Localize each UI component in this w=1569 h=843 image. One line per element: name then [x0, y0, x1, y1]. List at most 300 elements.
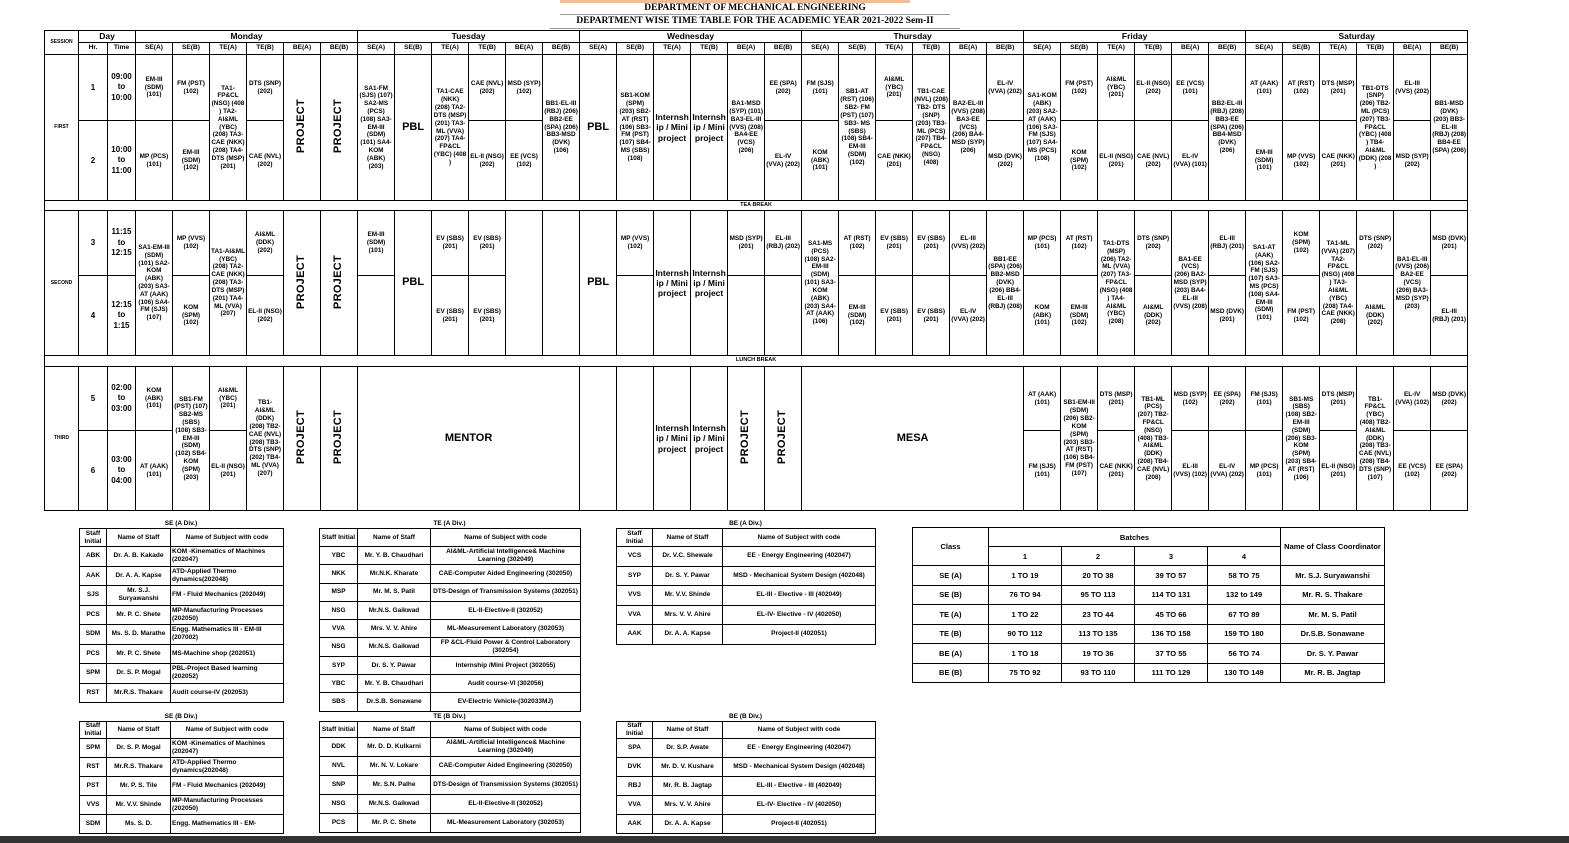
subject-name: EL-II-Elective-II (302052) — [431, 795, 581, 814]
timetable-cell — [728, 276, 765, 356]
timetable-cell: Internship / Mini project — [691, 211, 728, 356]
timetable-cell: EV (SBS) (201) — [432, 276, 469, 356]
timetable-cell: AI&ML (YBC) (201) — [210, 367, 247, 431]
class-header: BE(A) — [506, 43, 543, 55]
timetable-cell: MSD (DVK) (201) — [1209, 276, 1246, 356]
staff-name: Dr.S.B. Sonawane — [358, 693, 431, 711]
timetable-cell: AI&ML (DDK) (202) — [247, 211, 284, 276]
staff-name: Mr. S.J. Suryawanshi — [107, 586, 171, 606]
timetable-cell: CAE (NKK) (201) — [1320, 121, 1357, 201]
staff-table-header: Staff Initial — [617, 722, 653, 739]
staff-initial: SDM — [80, 625, 107, 645]
timetable-cell: EV (SBS) (201) — [876, 211, 913, 276]
hour-number: 5 — [79, 367, 108, 431]
timetable-cell: SA1-EM-III (SDM) (101) SA2-KOM (ABK) (203) SA3-AT (AAK) (106) SA4-FM (SJS) (107) — [136, 211, 173, 356]
subject-name: EL-II-Elective-II (302052) — [431, 601, 581, 619]
class-header: TE(B) — [247, 43, 284, 55]
staff-name: Mr.R.S. Thakare — [107, 683, 171, 703]
staff-initial: AAK — [617, 814, 653, 833]
staff-initial: NSG — [320, 795, 358, 814]
staff-initial: PCS — [320, 814, 358, 833]
staff-table-header: Name of Staff — [653, 722, 723, 739]
batch-range: 67 TO 89 — [1208, 605, 1281, 625]
batch-range: 159 TO 180 — [1208, 624, 1281, 644]
day-header-monday: Monday — [136, 31, 358, 43]
staff-name: Mr.N.S. Gaikwad — [358, 601, 431, 619]
timetable-cell: EV (SBS) (201) — [469, 211, 506, 276]
timetable-cell: EL-II (NSG) (202) — [1135, 55, 1172, 121]
title-divider — [560, 14, 950, 15]
class-name: TE (B) — [913, 624, 989, 644]
subject-name: Engg. Mathematics III - EM-III (207002) — [171, 625, 284, 645]
hour-number: 4 — [79, 276, 108, 356]
project-label: PROJECT — [295, 254, 308, 309]
timetable-cell: MP (PCS) (101) — [1024, 211, 1061, 276]
batch-number: 1 — [989, 547, 1062, 566]
timetable-cell: SA1-KOM (ABK) (203) SA2-AT (AAK) (106) SA3-FM (SJS) (107) SA4-MS (PCS) (108) — [1024, 55, 1061, 201]
timetable-cell: EL-III (VVS) (202) — [950, 211, 987, 276]
staff-table-header: Name of Staff — [107, 722, 171, 739]
subject-name: Internship /Mini Project (302055) — [431, 656, 581, 674]
timetable-cell: DTS (MSP) (201) — [1320, 367, 1357, 431]
batch-range: 90 TO 112 — [989, 624, 1062, 644]
staff-name: Mr. Y. B. Chaudhari — [358, 547, 431, 565]
timetable-cell — [506, 211, 543, 356]
timetable-cell: EL-III (RBJ) (201) — [1431, 276, 1468, 356]
staff-name: Mr. P. C. Shete — [358, 814, 431, 833]
staff-name: Dr. S. P. Mogal — [107, 738, 171, 757]
timetable-cell: EE (VCS) (101) — [1172, 55, 1209, 121]
project-label: PROJECT — [739, 410, 752, 465]
staff-initial: SYP — [617, 566, 653, 586]
subject-name: KOM -Kinematics of Machines (202047) — [171, 738, 284, 757]
staff-table — [616, 528, 876, 645]
class-coordinator: Dr.S.B. Sonawane — [1281, 624, 1385, 644]
staff-initial: YBC — [320, 675, 358, 693]
coordinator-header: Name of Class Coordinator — [1281, 528, 1385, 566]
subject-name: AI&ML-Artificial Intelligence& Machine Learning (302049) — [431, 547, 581, 565]
batch-range: 1 TO 22 — [989, 605, 1062, 625]
hour-header: Hr. — [79, 43, 108, 55]
timetable-cell: EV (SBS) (201) — [913, 276, 950, 356]
timetable-cell: MSD (SYP) (102) — [1172, 367, 1209, 431]
class-header: TE(A) — [210, 43, 247, 55]
batch-table — [912, 527, 1385, 683]
timetable-cell: SB1-FM (PST) (107) SB2-MS (SBS) (108) SB3-EM-III (SDM) (102) SB4-KOM (SPM) (203) — [173, 367, 210, 511]
class-header: SE(B) — [617, 43, 654, 55]
timetable-cell: DTS (SNP) (202) — [247, 55, 284, 121]
timetable-cell: AT (RST) (102) — [1283, 55, 1320, 121]
session-label: FIRST — [45, 55, 79, 201]
staff-table-header: Name of Subject with code — [723, 529, 876, 547]
class-header: SE(B) — [395, 43, 432, 55]
timetable-cell — [284, 211, 321, 356]
timetable-cell: PBL — [580, 55, 617, 201]
subject-name: MP-Manufacturing Processes (202050) — [171, 605, 284, 625]
timetable-cell: PBL — [395, 55, 432, 201]
timetable-cell: EL-IV (VVA) (102) — [1394, 367, 1431, 431]
hour-number: 6 — [79, 431, 108, 511]
staff-table — [79, 721, 284, 834]
timetable-cell: SA1-FM (SJS) (107) SA2-MS (PCS) (108) SA3-EM-III (SDM) (101) SA4-KOM (ABK) (203) — [358, 55, 395, 201]
timetable-cell: EM-III (SDM) (102) — [1061, 276, 1098, 356]
staff-name: Mr. V.V. Shinde — [107, 795, 171, 814]
staff-name: Ms. S. D. Marathe — [107, 625, 171, 645]
staff-table-caption: TE (B Div.) — [433, 713, 466, 720]
session-label: SECOND — [45, 211, 79, 356]
project-label: PROJECT — [332, 99, 345, 154]
project-label: PROJECT — [776, 410, 789, 465]
subject-name: MS-Machine shop (202051) — [171, 644, 284, 664]
staff-initial: NSG — [320, 601, 358, 619]
timetable-cell: SB1-EM-III (SDM) (206) SB2-KOM (SPM) (203) SB3-AT (RST) (106) SB4-FM (PST) (107) — [1061, 367, 1098, 511]
subject-name: FM - Fluid Mechanics (202049) — [171, 586, 284, 606]
staff-name: Dr. S. P. Mogal — [107, 664, 171, 684]
timetable-cell: EL-IV (VVA) (202) — [950, 276, 987, 356]
timetable-cell: DTS (SNP) (202) — [1357, 211, 1394, 276]
subject-name: PBL-Project Based learning (202052) — [171, 664, 284, 684]
staff-name: Mr. V.V. Shinde — [653, 586, 723, 606]
batch-range: 39 TO 57 — [1135, 566, 1208, 586]
timetable-cell: CAE (NVL) (202) — [469, 55, 506, 121]
staff-table-header: Staff Initial — [80, 722, 107, 739]
timetable-cell: DTS (MSP) (201) — [1098, 367, 1135, 431]
timetable-cell: KOM (SPM) (102) — [173, 276, 210, 356]
timetable-cell: KOM (ABK) (101) — [802, 121, 839, 201]
subject-name: DTS-Design of Transmission Systems (302051) — [431, 583, 581, 601]
staff-table-header: Staff Initial — [80, 529, 107, 547]
timetable-cell: AI&ML (DDK) (202) — [1357, 276, 1394, 356]
staff-initial: PST — [80, 776, 107, 795]
timetable-cell: KOM (SPM) (102) — [1061, 121, 1098, 201]
timetable-cell: EL-IV (VVA) (101) — [1172, 121, 1209, 201]
staff-initial: AAK — [617, 625, 653, 645]
batch-range: 75 TO 92 — [989, 663, 1062, 683]
batch-range: 58 TO 75 — [1208, 566, 1281, 586]
timetable-cell: EL-III (RBJ) (202) — [765, 211, 802, 276]
staff-initial: SPA — [617, 738, 653, 757]
class-coordinator: Mr. S.J. Suryawanshi — [1281, 566, 1385, 586]
timetable-cell: EE (VCS) (102) — [1394, 431, 1431, 511]
timetable-cell: PBL — [395, 211, 432, 356]
staff-initial: VVA — [320, 620, 358, 638]
timetable-title: DEPARTMENT WISE TIME TABLE FOR THE ACADEMIC YEAR 2021-2022 Sem-II — [576, 16, 934, 26]
staff-initial: VCS — [617, 547, 653, 567]
day-header-saturday: Saturday — [1246, 31, 1468, 43]
timetable-cell: CAE (NKK) (201) — [876, 121, 913, 201]
staff-initial: ABK — [80, 547, 107, 567]
timetable-cell: EV (SBS) (201) — [432, 211, 469, 276]
class-header: SE(B) — [173, 43, 210, 55]
batch-number: 2 — [1062, 547, 1135, 566]
timetable-cell: KOM (SPM) (102) — [1283, 211, 1320, 276]
class-header: Class — [913, 528, 989, 566]
staff-name: Mr. N. V. Lokare — [358, 757, 431, 776]
class-header: TE(A) — [1320, 43, 1357, 55]
subject-name: AI&ML-Artificial Intelligence& Machine Learning (302049) — [431, 738, 581, 757]
timetable-cell: TB1-ML (PCS) (207) TB2-FP&CL (NSG) (408) TB3-AI&ML (DDK) (208) TB4-CAE (NVL) (208) — [1135, 367, 1172, 511]
batch-range: 45 TO 66 — [1135, 605, 1208, 625]
merged-activity: MESA — [802, 367, 1024, 511]
project-label: PROJECT — [332, 254, 345, 309]
class-header: SE(A) — [358, 43, 395, 55]
timetable-cell: KOM (ABK) (101) — [1024, 276, 1061, 356]
staff-name: Mr. D. V. Kushare — [653, 757, 723, 776]
hour-time: 11:15 to 12:15 — [108, 211, 136, 276]
timetable-cell: TA1-CAE (NKK) (208) TA2-DTS (MSP) (201) TA3-ML (VVA) (207) TA4-FP&CL (YBC) (408 ) — [432, 55, 469, 201]
staff-table-header: Name of Subject with code — [171, 529, 284, 547]
class-name: BE (B) — [913, 663, 989, 683]
staff-initial: SPM — [80, 664, 107, 684]
break-label: LUNCH BREAK — [45, 356, 1468, 367]
hour-time: 09:00 to 10:00 — [108, 55, 136, 121]
timetable-cell: EL-II (NSG) (201) — [1320, 431, 1357, 511]
batch-range: 130 TO 149 — [1208, 663, 1281, 683]
class-name: TE (A) — [913, 605, 989, 625]
staff-name: Ms. S. D. — [107, 814, 171, 833]
staff-initial: DDK — [320, 738, 358, 757]
batch-range: 136 TO 158 — [1135, 624, 1208, 644]
staff-table — [319, 528, 581, 712]
project-label: PROJECT — [332, 410, 345, 465]
timetable-cell: BA1-MSD (SYP) (101) BA3-EL-III (VVS) (208) BA4-EE (VCS) (206) — [728, 55, 765, 201]
staff-initial: AAK — [80, 566, 107, 586]
timetable-cell: BB1-EE (SPA) (206) BB2-MSD (DVK) (206) BB4-EL-III (RBJ) (208) — [987, 211, 1024, 356]
subject-name: EL-IV- Elective - IV (402050) — [723, 795, 876, 814]
hour-number: 2 — [79, 121, 108, 201]
staff-initial: SDM — [80, 814, 107, 833]
staff-name: Mr.R.S. Thakare — [107, 757, 171, 776]
staff-name: Mr. D. D. Kulkarni — [358, 738, 431, 757]
staff-table-header: Name of Staff — [358, 529, 431, 547]
timetable-cell: MP (PCS) (101) — [136, 121, 173, 201]
batch-range: 93 TO 110 — [1062, 663, 1135, 683]
class-header: TE(B) — [1135, 43, 1172, 55]
subject-name: CAE-Computer Aided Engineering (302050) — [431, 565, 581, 583]
staff-initial: VVS — [617, 586, 653, 606]
timetable-cell: BA1-EL-III (VVS) (206) BA2-EE (VCS) (206) BA3-MSD (SYP) (203) — [1394, 211, 1431, 356]
project-label: PROJECT — [295, 99, 308, 154]
time-header: Time — [108, 43, 136, 55]
timetable-cell: FM (PST) (102) — [1061, 55, 1098, 121]
subject-name: ATD-Applied Thermo dynamics(202048) — [171, 566, 284, 586]
subject-name: MSD - Mechanical System Design (402048) — [723, 757, 876, 776]
timetable-cell: TB1-DTS (SNP) (206) TB2-ML (PCS) (207) TB3-FP&CL (YBC) (408 ) TB4-AI&ML (DDK) (208 ) — [1357, 55, 1394, 201]
class-header: BE(A) — [728, 43, 765, 55]
timetable-cell: EL-II (NSG) (201) — [1098, 121, 1135, 201]
timetable-cell: MSD (DVK) (201) — [1431, 211, 1468, 276]
timetable-cell — [617, 367, 654, 511]
class-coordinator: Mr. R. B. Jagtap — [1281, 663, 1385, 683]
timetable-cell — [321, 211, 358, 356]
timetable-cell: FM (SJS) (101) — [1246, 367, 1283, 431]
timetable-cell: MSD (SYP) (201) — [728, 211, 765, 276]
timetable-cell — [543, 211, 580, 356]
batch-number: 3 — [1135, 547, 1208, 566]
class-header: SE(B) — [839, 43, 876, 55]
staff-table-caption: TE (A Div.) — [433, 520, 466, 527]
class-header: BE(B) — [1209, 43, 1246, 55]
timetable-cell: SB1-KOM (SPM) (203) SB2- AT (RST) (106) SB3-FM (PST) (107) SB4-MS (SBS) (108) — [617, 55, 654, 201]
timetable-cell: EL-IV (VVA) (202) — [1209, 431, 1246, 511]
class-name: SE (A) — [913, 566, 989, 586]
hour-number: 3 — [79, 211, 108, 276]
timetable-cell: Internship / Mini project — [654, 211, 691, 356]
staff-table-caption: BE (A Div.) — [729, 520, 762, 527]
staff-name: Dr. A. A. Kapse — [653, 814, 723, 833]
staff-initial: DVK — [617, 757, 653, 776]
timetable-cell: CAE (NVL) (202) — [247, 121, 284, 201]
class-header: BE(A) — [1394, 43, 1431, 55]
subject-name: EE - Energy Engineering (402047) — [723, 547, 876, 567]
staff-name: Dr. S. Y. Pawar — [358, 656, 431, 674]
project-label: PROJECT — [295, 410, 308, 465]
title-divider — [550, 28, 960, 29]
staff-name: Mr. P. C. Shete — [107, 605, 171, 625]
timetable-cell: EM-III (SDM) (102) — [173, 121, 210, 201]
timetable-cell: Internship / Mini project — [691, 367, 728, 511]
timetable-cell: TA1-FP&CL (NSG) (408 ) TA2-AI&ML (YBC) (208) TA3-CAE (NKK) (208) TA4-DTS (MSP) (201) — [210, 55, 247, 201]
timetable-cell: EM-III (SDM) (101) — [358, 211, 395, 276]
timetable-cell: BB1-MSD (DVK) (203) BB3-EL-III (RBJ) (208) BB4-EE (SPA) (206) — [1431, 55, 1468, 201]
staff-name: Mr.N.S. Gaikwad — [358, 795, 431, 814]
timetable-cell: AT (RST) (102) — [839, 211, 876, 276]
timetable-cell: EE (SPA) (202) — [1431, 431, 1468, 511]
timetable-cell: AT (AAK) (101) — [136, 431, 173, 511]
batch-range: 23 TO 44 — [1062, 605, 1135, 625]
staff-name: Mr. P. S. Tile — [107, 776, 171, 795]
batch-range: 111 TO 129 — [1135, 663, 1208, 683]
staff-table — [319, 721, 581, 833]
session-label: THIRD — [45, 367, 79, 511]
staff-table-header: Staff Initial — [320, 722, 358, 738]
batch-range: 1 TO 19 — [989, 566, 1062, 586]
timetable-cell: EV (SBS) (201) — [469, 276, 506, 356]
staff-initial: SPM — [80, 738, 107, 757]
staff-table-header: Name of Subject with code — [171, 722, 284, 739]
timetable-cell: EE (SPA) (202) — [765, 55, 802, 121]
timetable-cell: AT (AAK) (101) — [1024, 367, 1061, 431]
batch-range: 76 TO 94 — [989, 585, 1062, 605]
timetable-cell: AI&ML (YBC) (201) — [1098, 55, 1135, 121]
staff-table — [616, 721, 876, 834]
timetable-cell — [765, 367, 802, 511]
staff-table-header: Name of Subject with code — [431, 529, 581, 547]
timetable-cell — [284, 55, 321, 201]
timetable-cell: FM (PST) (102) — [1283, 276, 1320, 356]
staff-name: Mr. M. S. Patil — [358, 583, 431, 601]
class-header: SE(A) — [580, 43, 617, 55]
staff-initial: PCS — [80, 644, 107, 664]
staff-initial: NVL — [320, 757, 358, 776]
class-header: TE(A) — [1098, 43, 1135, 55]
subject-name: EL-III - Elective - III (402049) — [723, 776, 876, 795]
merged-activity: MENTOR — [358, 367, 580, 511]
class-header: BE(A) — [1172, 43, 1209, 55]
timetable-cell: TA1-AI&ML (YBC) (208) TA2-CAE (NKK) (208) TA3-DTS (MSP) (201) TA4-ML (VVA) (207) — [210, 211, 247, 356]
subject-name: CAE-Computer Aided Engineering (302050) — [431, 757, 581, 776]
timetable-cell: SB1-AT (RST) (106) SB2- FM (PST) (107) SB3- MS (SBS) (108) SB4-EM-III (SDM) (102) — [839, 55, 876, 201]
timetable-cell — [321, 55, 358, 201]
timetable-cell: TB1-AI&ML (DDK) (208) TB2-CAE (NVL) (208) TB3-DTS (SNP) (202) TB4-ML (VVA) (207) — [247, 367, 284, 511]
class-header: BE(B) — [1431, 43, 1468, 55]
class-header: TE(B) — [469, 43, 506, 55]
timetable-cell: MSD (SYP) (202) — [1394, 121, 1431, 201]
staff-name: Dr. S. Y. Pawar — [653, 566, 723, 586]
staff-table-header: Name of Subject with code — [431, 722, 581, 738]
class-header: BE(B) — [321, 43, 358, 55]
subject-name: MP-Manufacturing Processes (202050) — [171, 795, 284, 814]
timetable-cell: AI&ML (DDK) (202) — [1135, 276, 1172, 356]
timetable-cell: TB1-FP&CL (YBC) (408) TB2-AI&ML (DDK) (208) TB3-CAE (NVL) (208) TB4-DTS (SNP) (107) — [1357, 367, 1394, 511]
timetable-cell: BB2-EL-III (RBJ) (208) BB3-EE (SPA) (206) BB4-MSD (DVK) (206) — [1209, 55, 1246, 201]
batch-range: 113 TO 135 — [1062, 624, 1135, 644]
staff-initial: NKK — [320, 565, 358, 583]
staff-table-header: Staff Initial — [617, 529, 653, 547]
staff-table-header: Name of Staff — [358, 722, 431, 738]
class-header: TE(A) — [654, 43, 691, 55]
staff-table-caption: BE (B Div.) — [728, 713, 763, 720]
timetable-cell: EL-III (VVS) (102) — [1172, 431, 1209, 511]
staff-name: Dr. A. A. Kapse — [107, 566, 171, 586]
timetable-cell: TA1-DTS (MSP) (206) TA2-ML (VVA) (207) TA3-FP&CL (NSG) (408 ) TA4-AI&ML (YBC) (208) — [1098, 211, 1135, 356]
subject-name: EL-IV- Elective - IV (402050) — [723, 605, 876, 625]
timetable-cell: DTS (SNP) (202) — [1135, 211, 1172, 276]
subject-name: ATD-Applied Thermo dynamics(202048) — [171, 757, 284, 776]
batch-range: 56 TO 74 — [1208, 644, 1281, 664]
subject-name: Engg. Mathematics III - EM- — [171, 814, 284, 833]
timetable-cell: MP (VVS) (102) — [617, 211, 654, 276]
subject-name: Project-II (402051) — [723, 625, 876, 645]
hour-number: 1 — [79, 55, 108, 121]
staff-table-header: Name of Staff — [107, 529, 171, 547]
staff-initial: YBC — [320, 547, 358, 565]
batch-range: 95 TO 113 — [1062, 585, 1135, 605]
class-header: TE(A) — [432, 43, 469, 55]
staff-table-header: Name of Subject with code — [723, 722, 876, 739]
timetable-cell: SA1-MS (PCS) (108) SA2-EM-III (SDM) (101) SA3-KOM (ABK) (203) SA4-AT (AAK) (106) — [802, 211, 839, 356]
staff-initial: VVA — [617, 605, 653, 625]
staff-name: Mr.N.K. Kharate — [358, 565, 431, 583]
staff-table-header: Name of Staff — [653, 529, 723, 547]
timetable-cell: FM (PST) (102) — [173, 55, 210, 121]
timetable-cell: SB1-MS (SBS) (108) SB2- EM-III (SDM) (206) SB3-KOM (SPM) (203) SB4-AT (RST) (106) — [1283, 367, 1320, 511]
hour-time: 12:15 to 1:15 — [108, 276, 136, 356]
class-header: SE(A) — [1246, 43, 1283, 55]
class-header: TE(B) — [1357, 43, 1394, 55]
timetable-cell: MP (PCS) (101) — [1246, 431, 1283, 511]
staff-initial: RBJ — [617, 776, 653, 795]
department-title: DEPARTMENT OF MECHANICAL ENGINEERING — [644, 3, 866, 13]
timetable-cell: PBL — [580, 211, 617, 356]
staff-initial: PCS — [80, 605, 107, 625]
subject-name: DTS-Design of Transmission Systems (302051) — [431, 776, 581, 795]
class-header: BE(B) — [987, 43, 1024, 55]
timetable-cell: MP (VVS) (102) — [1283, 121, 1320, 201]
timetable-cell: SA1-AT (AAK) (106) SA2- FM (SJS) (107) SA3-MS (PCS) (108) SA4-EM-III (SDM) (101) — [1246, 211, 1283, 356]
staff-name: Mrs. V. V. Ahire — [358, 620, 431, 638]
staff-name: Dr. S.P. Awate — [653, 738, 723, 757]
timetable-cell: AT (RST) (102) — [1061, 211, 1098, 276]
class-header: BE(A) — [284, 43, 321, 55]
staff-initial: VVA — [617, 795, 653, 814]
timetable-cell — [358, 276, 395, 356]
hour-time: 02:00 to 03:00 — [108, 367, 136, 431]
timetable-cell: EM-III (SDM) (102) — [839, 276, 876, 356]
break-label: TEA BREAK — [45, 201, 1468, 211]
batch-range: 37 TO 55 — [1135, 644, 1208, 664]
timetable-cell: BB1-EL-III (RBJ) (206) BB2-EE (SPA) (206) BB3-MSD (DVK) (106) — [543, 55, 580, 201]
